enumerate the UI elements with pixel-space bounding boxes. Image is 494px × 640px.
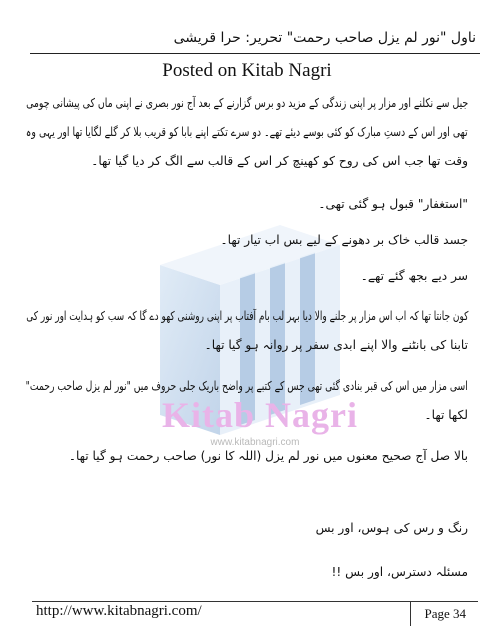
body-line: جسد قالب خاک بر دھونے کے لیے بس اب تیار تھا۔ <box>220 233 468 247</box>
watermark-brand: Kitab Nagri <box>162 395 358 435</box>
page-number: Page 34 <box>424 606 466 621</box>
body-line: لکھا تھا۔ <box>424 408 468 422</box>
header-divider <box>30 53 480 54</box>
footer-separator <box>410 601 411 626</box>
watermark-url: www.kitabnagri.com <box>210 437 300 448</box>
footer-divider <box>32 601 478 602</box>
body-line: رنگ و رس کی ہوس، اور بس <box>315 521 468 535</box>
body-line: بالا صل آج صحیح معنوں میں نور لم یزل (اللہ کا نور) صاحب رحمت ہو گیا تھا۔ <box>68 449 468 463</box>
body-line: مسئلہ دسترس، اور بس !! <box>331 565 468 579</box>
footer-url-link[interactable]: http://www.kitabnagri.com/ <box>36 603 202 619</box>
body-line: وقت تھا جب اس کی روح کو کھینچ کر اس کے قالب سے الگ کر دیا گیا تھا۔ <box>91 154 468 168</box>
body-line: "استغفار" قبول ہو گئی تھی۔ <box>318 197 468 211</box>
body-line: تھی اور اس کے دستِ مبارک کو کئی بوسے دیئے تھے۔ دو سرے تکتے اپنے بابا کو قریب بلا کر گلے لگایا تھا اور یہی وہ <box>26 125 468 139</box>
body-line: سر دیے بجھ گئے تھے۔ <box>360 269 468 283</box>
body-line: تابنا کی بانٹنے والا اپنے ابدی سفر پر روانہ ہو گیا تھا۔ <box>204 338 468 352</box>
body-line: اسی مزار میں اس کی قبر بنادی گئی تھی جس کے کتبے پر واضح باریک جلی حروف میں "نور لم یزل صاحب رحمت" <box>25 379 468 393</box>
body-line: کون جانتا تھا کہ اب اس مزار پر جلنے والا دیا بہر لب بام آفتاب پر اپنی روشنی کھو دے گا کہ سب کو ہدایت اور نور کی <box>25 309 468 323</box>
header-title: ناول "نور لم یزل صاحب رحمت" تحریر: حرا قریشی <box>173 30 476 46</box>
body-line: جیل سے نکلنے اور مزار پر اپنی زندگی کے مزید دو برس گزارنے کے بعد آج نور بصری نے اپنی ماں کی پیشانی چومی <box>25 96 468 110</box>
posted-on-label: Posted on Kitab Nagri <box>162 60 332 81</box>
